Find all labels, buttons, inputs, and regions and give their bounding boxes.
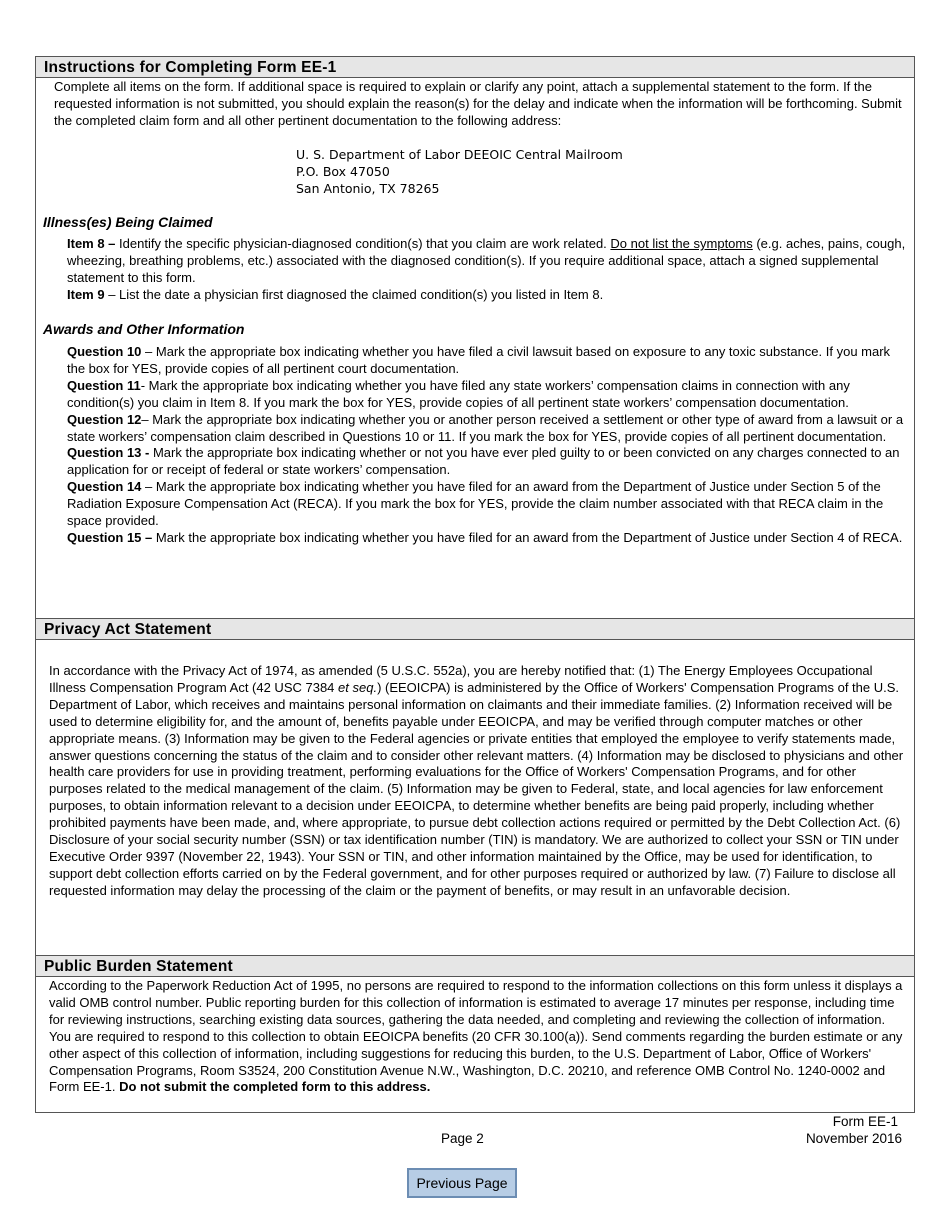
item-9-label: Item 9 [67, 286, 105, 302]
privacy-section [35, 618, 915, 956]
do-not-submit-notice: Do not submit the completed form to this address. [119, 1079, 431, 1095]
do-not-list-symptoms: Do not list the symptoms [610, 236, 753, 251]
previous-page-button[interactable]: Previous Page [407, 1168, 517, 1198]
burden-section [35, 955, 915, 1113]
item-list [67, 236, 909, 304]
question-list [67, 344, 909, 547]
privacy-title: Privacy Act Statement [36, 619, 914, 640]
page-number: Page 2 [441, 1131, 484, 1146]
item-8-label: Item 8 – [67, 236, 116, 251]
item-9: Item 9 – List the date a physician first diagnosed the claimed condition(s) you listed in Item 8. [67, 286, 604, 302]
instructions-section [35, 56, 915, 619]
instructions-intro: Complete all items on the form. If additional space is required to explain or clarify any point, attach a supplemental statement to the form. If the requested information is not submitted, you should explain the reason(s) for the delay and indicate when the information will be forthcoming. Submit the completed claim form and all other pertinent documentation to the following address: [54, 79, 902, 128]
address-line-3: San Antonio, TX 78265 [296, 181, 440, 196]
address-line-1: U. S. Department of Labor DEEOIC Central Mailroom [296, 147, 623, 162]
form-date: November 2016 [805, 1131, 902, 1146]
form-id: Form EE-1 [832, 1114, 898, 1129]
burden-title: Public Burden Statement [36, 956, 914, 977]
item-8: Item 8 – Identify the specific physician-diagnosed condition(s) that you claim are work related. Do not list the symptoms (e.g. aches, pains, cough, wheezing, breathing problems, etc.) associated with the diagnosed condition(s). If you require additional space, attach a signed supplemental statement to this form. [67, 236, 906, 285]
illness-heading: Illness(es) Being Claimed [43, 214, 213, 230]
question-15: Question 15 – Mark the appropriate box indicating whether you have filed for an award from the Department of Justice under Section 4 of RECA. [67, 529, 903, 545]
question-11: Question 11- Mark the appropriate box indicating whether you have filed any state workers’ compensation claims in connection with any condition(s) you claim in Item 8. If you mark the box for YES, provide copies of all pertinent state workers’ compensation documentation. [67, 377, 850, 410]
question-12: Question 12– Mark the appropriate box indicating whether you or another person received a settlement or other type of award from a lawsuit or a state workers’ compensation claim described in Questions 10 or 11. If you mark the box for YES, provide copies of all pertinent documentation. [67, 411, 904, 444]
et-seq: et seq. [338, 679, 378, 695]
burden-text: According to the Paperwork Reduction Act of 1995, no persons are required to respond to the information collections on this form unless it displays a valid OMB control number. Public reporting burden for this collection of information is estimated to average 17 minutes per response, including time for reviewing instructions, searching existing data sources, gathering the data needed, and completing and reviewing the collection of information. You are required to respond to this collection to obtain EEOICPA benefits (20 CFR 30.100(a)). Send comments regarding the burden estimate or any other aspect of this collection of information, including suggestions for reducing this burden, to the U.S. Department of Labor, Office of Workers' Compensation Programs, Room S3524, 200 Constitution Avenue N.W., Washington, D.C. 20210, and reference OMB Control No. 1240-0002 and Form EE-1. Do not submit the completed form to this address. [49, 978, 903, 1095]
address-line-2: P.O. Box 47050 [296, 164, 390, 179]
instructions-title: Instructions for Completing Form EE-1 [36, 57, 914, 78]
privacy-text: In accordance with the Privacy Act of 1974, as amended (5 U.S.C. 552a), you are hereby notified that: (1) The Energy Employees Occupational Illness Compensation Program Act (42 USC 7384 et seq.) (EEOICPA) is administered by the Office of Workers' Compensation Programs of the U.S. Department of Labor, which receives and maintains personal information on claimants and their immediate families. (2) Information received will be used to determine eligibility for, and the amount of, benefits payable under EEOICPA, and may be verified through computer matches or other appropriate means. (3) Information may be given to the Federal agencies or private entities that employed the employee to verify statements made, answer questions concerning the status of the claim and to consider other relevant matters. (4) Information may be disclosed to physicians and other health care providers for use in providing treatment, performing evaluations for the Office of Workers' Compensation Programs, and for other purposes related to the medical management of the claim. (5) Information may be given to Federal, state, and local agencies for law enforcement purposes, to obtain information relevant to a decision under EEOICPA, to determine whether benefits are being paid properly, including whether prohibited payments have been made, and, where appropriate, to pursue debt collection actions required or permitted by the Debt Collection Act. (6) Disclosure of your social security number (SSN) or tax identification number (TIN) is mandatory. We are authorized to collect your SSN or TIN under Executive Order 9397 (November 22, 1943). Your SSN or TIN, and other information maintained by the Office, may be used for identification, to support debt collection efforts carried on by the Federal government, and for other purposes required or authorized by law. (7) Failure to disclose all requested information may delay the processing of the claim or the payment of benefits, or may result in an unfavorable decision. [49, 663, 904, 898]
mailing-address [296, 146, 796, 197]
question-10: Question 10 – Mark the appropriate box indicating whether you have filed a civil lawsuit based on exposure to any toxic substance. If you mark the box for YES, provide copies of all pertinent court documentation. [67, 344, 891, 376]
question-13: Question 13 - Mark the appropriate box indicating whether or not you have ever pled guilty to or been convicted on any charges connected to an application for or receipt of federal or state workers’ compensation. [67, 445, 900, 478]
awards-heading: Awards and Other Information [43, 321, 245, 337]
question-14: Question 14 – Mark the appropriate box indicating whether you have filed for an award from the Department of Justice under Section 5 of the Radiation Exposure Compensation Act (RECA). If you mark the box for YES, provide the claim number associated with that RECA claim in the space provided. [67, 479, 884, 529]
